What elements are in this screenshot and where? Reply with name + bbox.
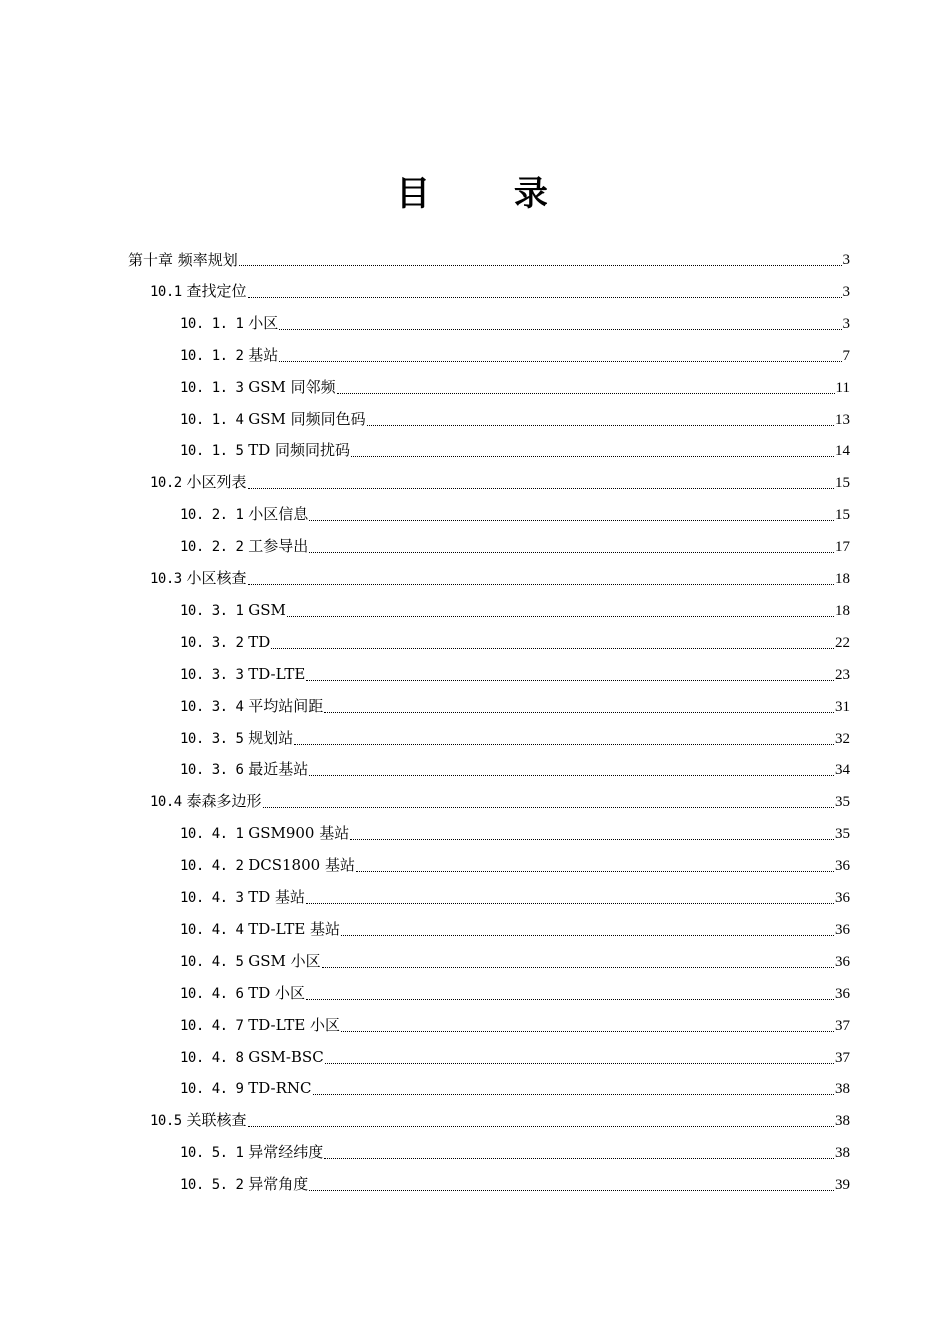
toc-entry-number: 10.5 [150,1113,182,1130]
toc-page-number: 39 [835,1177,850,1194]
toc-entry[interactable] [180,429,850,461]
toc-entry-number: 10. 1. 1 [180,315,244,332]
toc-entry-label [180,345,278,366]
toc-entry-number: 10. 3. 4 [180,698,244,715]
toc-entry-label [150,568,247,589]
toc-entry-label [180,1047,324,1068]
toc-entry-label [180,1174,308,1195]
toc-leader-dots [341,1030,834,1032]
toc-entry-number: 10. 1. 4 [180,411,244,428]
toc-entry[interactable] [180,685,850,717]
toc-entry-text: 平均站间距 [248,696,324,715]
toc-entry-number: 10. 3. 1 [180,602,244,619]
toc-page-number: 32 [835,730,850,747]
toc-leader-dots [306,902,834,904]
toc-entry[interactable] [180,1131,850,1163]
toc-entry[interactable] [180,940,850,972]
toc-leader-dots [309,1189,834,1191]
toc-entry-label [128,250,238,270]
toc-entry-number: 10.3 [150,571,182,587]
toc-entry-number: 10. 3. 3 [180,666,244,683]
toc-entry-number: 10. 4. 1 [180,826,244,843]
toc-leader-dots [309,774,834,776]
toc-entry-text: TD 同频同扰码 [248,441,351,460]
toc-entry-label [180,759,308,780]
toc-entry-number: 10.2 [150,475,182,492]
toc-leader-dots [248,487,834,489]
toc-entry-label [180,632,270,653]
toc-entry-text: 泰森多边形 [186,792,262,811]
toc-entry-text: GSM 同邻频 [248,377,336,396]
toc-leader-dots [367,424,834,426]
toc-entry-text: TD 基站 [248,888,306,906]
toc-page-number: 18 [835,571,850,587]
toc-page-number: 38 [835,1113,850,1130]
toc-leader-dots [313,1093,835,1095]
toc-page-number: 38 [835,1081,850,1098]
toc-entry-number: 10. 4. 5 [180,953,244,970]
toc-entry[interactable] [180,493,850,525]
toc-page-number: 15 [835,507,850,524]
toc-leader-dots [324,711,834,713]
toc-leader-dots [324,1157,834,1159]
toc-leader-dots [350,838,834,840]
toc-entry-text: TD-LTE 基站 [248,919,341,938]
toc-entry-label [180,1015,340,1036]
toc-page-number: 7 [842,347,850,364]
toc-entry-text: 小区列表 [186,473,247,492]
toc-entry-text: GSM [248,600,286,619]
toc-leader-dots [263,806,834,808]
toc-page-number: 37 [835,1049,850,1066]
toc-entry-label [180,536,308,557]
toc-entry-number: 10. 3. 6 [180,762,244,779]
toc-page-number: 37 [835,1017,850,1034]
toc-entry-label [150,472,247,493]
toc-entry-label [180,313,278,334]
toc-entry-label [150,791,262,812]
toc-entry[interactable] [150,270,850,302]
toc-entry-label [180,600,286,621]
toc-entry-label [180,983,305,1004]
toc-entry-text: TD-LTE 小区 [248,1015,341,1034]
toc-page-number: 14 [835,443,850,460]
toc-entry-label [180,887,305,908]
toc-leader-dots [248,1125,834,1127]
toc-entry-text: 第十章 频率规划 [128,251,238,269]
toc-entry[interactable] [180,302,850,334]
toc-entry-text: 规划站 [248,728,294,747]
toc-entry[interactable] [180,748,850,780]
toc-page-number: 36 [835,985,850,1002]
toc-entry-text: 异常经纬度 [248,1143,324,1162]
toc-entry[interactable] [180,1004,850,1036]
toc-entry-text: 小区核查 [186,569,247,587]
toc-entry-label [180,919,340,940]
toc-title: 目 录 [396,174,584,214]
toc-leader-dots [337,392,835,394]
toc-entry-label [180,1142,323,1163]
toc-leader-dots [306,679,834,681]
toc-entry-text: 基站 [248,345,279,364]
toc-entry-text: 工参导出 [248,537,309,556]
toc-entry-text: 最近基站 [248,760,309,779]
toc-leader-dots [306,998,834,1000]
toc-page-number: 35 [835,794,850,811]
toc-entry[interactable] [128,238,850,270]
toc-entry-number: 10. 1. 5 [180,443,244,460]
toc-entry-label [180,409,366,430]
toc-leader-dots [239,264,842,266]
toc-entry[interactable] [180,334,850,366]
toc-entry-text: DCS1800 基站 [248,856,355,875]
toc-entry-number: 10. 1. 2 [180,347,244,364]
toc-entry-number: 10. 4. 9 [180,1081,244,1098]
toc-entry-text: 异常角度 [248,1175,309,1194]
toc-leader-dots [279,360,841,362]
toc-entry-text: TD-RNC [248,1079,312,1098]
toc-entry-text: 小区 [248,313,279,332]
toc-entry-number: 10. 4. 7 [180,1017,244,1034]
toc-entry-text: TD 小区 [248,983,306,1002]
toc-entry[interactable] [180,972,850,1004]
toc-entry-label [180,696,323,717]
toc-page-number: 11 [835,379,850,396]
toc-entry-text: TD [248,632,271,651]
toc-page-number: 3 [842,252,850,268]
toc-entry[interactable] [180,812,850,844]
toc-entry[interactable] [180,717,850,749]
toc-entry[interactable] [180,908,850,940]
toc-entry-number: 10. 4. 4 [180,921,244,938]
toc-page-number: 23 [835,666,850,683]
toc-page-number: 36 [835,921,850,938]
toc-page-number: 13 [835,411,850,428]
toc-entry-label [150,281,247,302]
toc-entry-number: 10. 5. 1 [180,1145,244,1162]
toc-page-number: 3 [842,283,850,300]
toc-leader-dots [325,1062,834,1064]
toc-page-number: 38 [835,1145,850,1162]
toc-page-number: 36 [835,953,850,970]
toc-leader-dots [351,455,834,457]
toc-entry-number: 10. 3. 2 [180,634,244,651]
toc-entry-number: 10.4 [150,794,182,811]
toc-page-number: 31 [835,698,850,715]
toc-leader-dots [322,966,834,968]
toc-entry-text: GSM-BSC [248,1047,324,1066]
toc-entry-label [180,823,349,844]
toc-entry-label [180,504,308,525]
toc-entry-text: GSM 同频同色码 [248,409,366,428]
toc-leader-dots [341,934,834,936]
toc-entry[interactable] [180,844,850,876]
toc-entry-text: 查找定位 [186,281,247,300]
toc-entry-number: 10.1 [150,283,182,300]
toc-entry-number: 10. 5. 2 [180,1177,244,1194]
toc-leader-dots [279,328,841,330]
toc-entry[interactable] [180,589,850,621]
toc-entry[interactable] [150,780,850,812]
toc-entry[interactable] [180,1036,850,1068]
toc-entry-number: 10. 3. 5 [180,730,244,747]
toc-leader-dots [294,743,834,745]
toc-entry-label [180,855,355,876]
toc-leader-dots [309,551,834,553]
toc-entry-text: TD-LTE [248,664,306,683]
toc-page-number: 35 [835,826,850,843]
toc-entry-text: 关联核查 [186,1111,247,1130]
toc-entry[interactable] [180,525,850,557]
toc-entry-number: 10. 4. 3 [180,890,244,906]
toc-entry-label [180,377,336,398]
toc-entry-number: 10. 2. 1 [180,507,244,524]
toc-entry-label [180,440,350,461]
toc-leader-dots [271,647,834,649]
toc-entry[interactable] [180,366,850,398]
toc-entry-label [180,1078,312,1099]
toc-entry-number: 10. 1. 3 [180,379,244,396]
toc-page-number: 3 [842,315,850,332]
toc-entry-label [150,1110,247,1131]
toc-entry[interactable] [150,1099,850,1131]
toc-leader-dots [287,615,834,617]
toc-entry[interactable] [180,1067,850,1099]
toc-entry-number: 10. 4. 8 [180,1049,244,1066]
toc-entry[interactable] [180,1163,850,1195]
toc-leader-dots [309,519,834,521]
toc-entry[interactable] [180,653,850,685]
toc-page-number: 36 [835,858,850,875]
toc-page-number: 17 [835,539,850,556]
toc-entry-number: 10. 4. 2 [180,858,244,875]
toc-entry[interactable] [150,461,850,493]
toc-entry-text: GSM 小区 [248,951,321,970]
toc-page-number: 22 [835,634,850,651]
toc-entry-text: GSM900 基站 [248,824,350,843]
toc-leader-dots [248,296,842,298]
toc-entry-number: 10. 4. 6 [180,985,244,1002]
toc-page-number: 36 [835,890,850,906]
toc-entry-number: 10. 2. 2 [180,539,244,556]
toc-page-number: 18 [835,602,850,619]
toc-entry-label [180,664,305,685]
toc-page-number: 15 [835,475,850,492]
toc-entry[interactable] [180,621,850,653]
toc-entry-label [180,951,321,972]
toc-entry[interactable] [180,398,850,430]
toc-leader-dots [356,870,834,872]
toc-entry[interactable] [180,876,850,908]
toc-entry-label [180,728,293,749]
toc-page-number: 34 [835,762,850,779]
toc-entry-text: 小区信息 [248,505,309,524]
toc-leader-dots [248,583,834,585]
toc-entry[interactable] [150,557,850,589]
